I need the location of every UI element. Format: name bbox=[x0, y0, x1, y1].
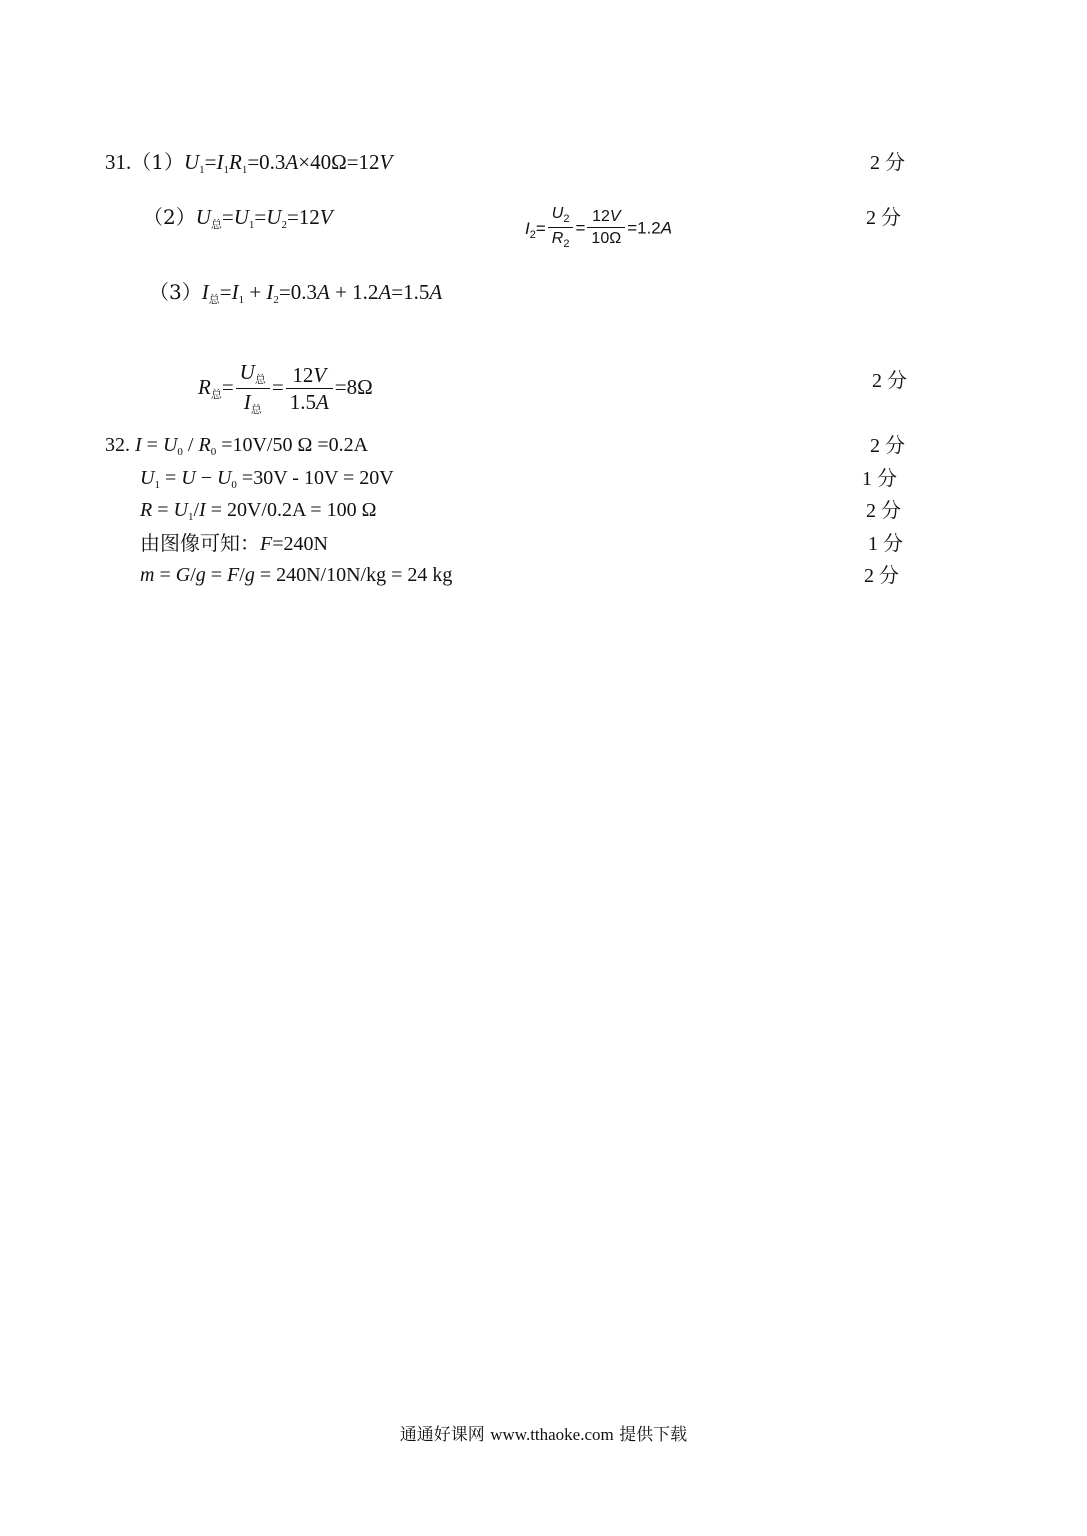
q32-line2-text: =30V - 10V = 20V bbox=[241, 467, 394, 489]
q31-part2-label: （2） bbox=[143, 205, 196, 229]
q32-line3: $R = U_1/I = 20V/0.2A = 100$ Ω bbox=[140, 499, 377, 523]
q31-part2-equation: $(2)U_总=U_1=U_2=12V$ bbox=[143, 205, 333, 231]
footer-url: www.tthaoke.com bbox=[490, 1425, 614, 1444]
q31-part3-resistance: $R_总=$ $\frac{U_总}{I_总}$ = $\frac{12V}{1.5A}$ =8Ω bbox=[198, 360, 373, 416]
q31-part1-score: 2 分 bbox=[870, 152, 905, 174]
q31-part1-equation: $31.(1)U_1=I_1R_1=0.3A\times 40\Omega=12V$ bbox=[105, 150, 393, 176]
q32-line3-text: = 20V/0.2A = 100 Ω bbox=[210, 499, 377, 521]
q32-line5: m = G/g = F/g = 240N/10N/kg = 24 kg bbox=[140, 564, 453, 586]
q31-part2-score: 2 分 bbox=[866, 207, 901, 229]
q31-number: 31. bbox=[105, 150, 132, 174]
q31-part3-score: 2 分 bbox=[872, 370, 907, 392]
q32-line5-score: 2 分 bbox=[864, 565, 899, 587]
page-footer bbox=[0, 1420, 1087, 1445]
q32-line4-text: =240N bbox=[272, 533, 328, 555]
q31-part3-equation: $(3)I_总=I_1 + I_2=0.3A + 1.2A=1.5A$ bbox=[149, 280, 443, 306]
footer-site-name: 通通好课网 bbox=[399, 1425, 485, 1445]
footer-suffix: 提供下载 bbox=[619, 1425, 688, 1445]
q32-line1-score: 2 分 bbox=[870, 435, 905, 457]
q32-line4-prefix: 由图像可知： bbox=[140, 531, 260, 555]
q32-line5-text: = 240N/10N/kg = 24 kg bbox=[259, 564, 453, 586]
q32-line1: 32. $I = U_0 / R_0 =10V/50$ Ω =0.2A bbox=[105, 434, 369, 458]
q32-line1-text: =10V/50 Ω =0.2A bbox=[221, 434, 369, 456]
fraction-u-over-i: $\frac{U_总}{I_总}$ bbox=[236, 362, 270, 416]
q32-line4-score: 1 分 bbox=[868, 533, 903, 555]
fraction-u2-r2: $\frac{U_2}{R_2}$ bbox=[548, 206, 574, 250]
fraction-12v-1-5a: $\frac{12V}{1.5A}$ bbox=[286, 365, 333, 413]
q31-part2-current-formula: $I_2=$ $\frac{U_2}{R_2}$ = $\frac{12V}{10\Omega}$ =1.2A bbox=[525, 205, 673, 250]
q32-line3-score: 2 分 bbox=[866, 500, 901, 522]
q31-part3-label: （3） bbox=[149, 280, 202, 304]
q32-line2-score: 1 分 bbox=[862, 468, 897, 490]
q32-line4: 由图像可知：F=240N bbox=[140, 531, 328, 555]
fraction-12v-10ohm: $\frac{12V}{10\Omega}$ bbox=[587, 209, 625, 247]
q32-number: 32. bbox=[105, 434, 130, 456]
q32-line2: $U_1 = U - U_0 =30V - 10V = 20V$ bbox=[140, 467, 394, 491]
q31-part1-label: （1） bbox=[131, 150, 184, 174]
